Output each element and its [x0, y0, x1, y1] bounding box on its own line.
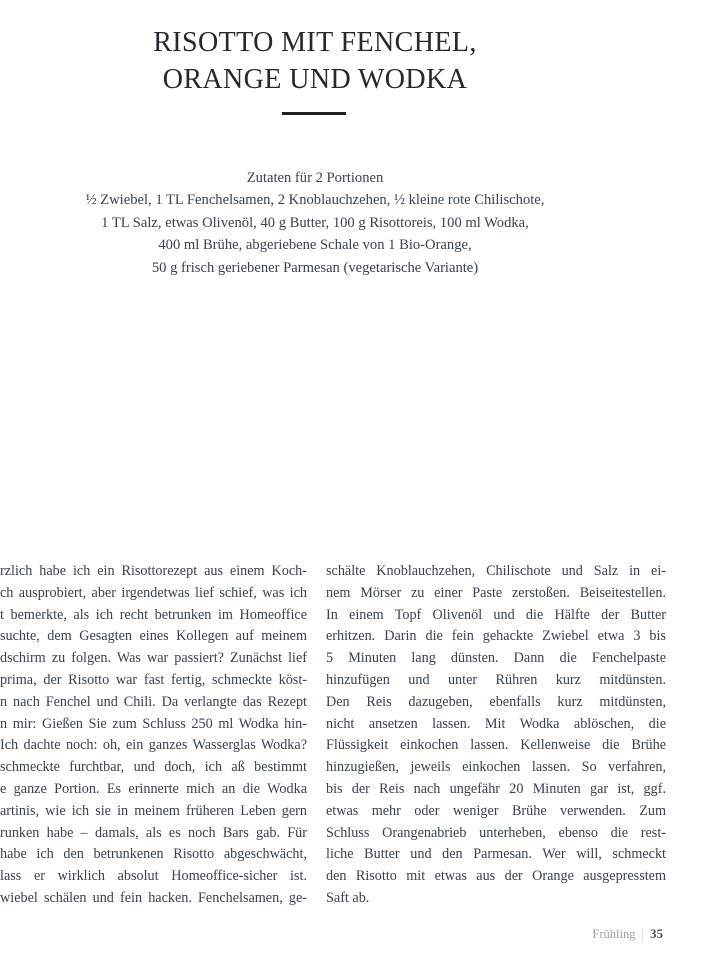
ingredients-section: [0, 167, 667, 279]
footer-separator: |: [641, 927, 644, 941]
text-line: t bemerkte, als ich recht betrunken im Homeoffice: [0, 606, 307, 623]
text-line: Ich dachte noch: oh, ein ganzes Wasserglas Wodka?: [0, 737, 307, 754]
page-title-line-2: ORANGE UND WODKA: [162, 64, 468, 95]
text-line: e ganze Portion. Es erinnerte mich an die Wodka: [0, 780, 307, 797]
body-right-column: [326, 561, 666, 910]
page-title: [0, 24, 667, 98]
text-line: ch ausprobiert, aber irgendetwas lief schief, was ich: [0, 584, 307, 601]
ingredients-header: Zutaten für 2 Portionen: [246, 170, 384, 186]
text-line: n nach Fenchel und Chili. Da verlangte das Rezept: [0, 693, 307, 710]
text-line: wiebel schälen und fein hacken. Fenchelsamen, ge-: [0, 889, 307, 906]
ingredients-lines: [0, 189, 667, 279]
page-title-line-1: RISOTTO MIT FENCHEL,: [153, 27, 477, 58]
text-line: suchte, dem Gesagten eines Kollegen auf meinem: [0, 628, 307, 645]
text-line: nem Mörser zu einer Paste zerstoßen. Beiseitestellen.: [326, 584, 666, 601]
text-line: 5 Minuten lang dünsten. Dann die Fenchelpaste: [326, 650, 666, 667]
text-line: habe ich den betrunkenen Risotto abgeschwächt,: [0, 846, 307, 863]
ingredient-line: 1 TL Salz, etwas Olivenöl, 40 g Butter, 100 g Risottoreis, 100 ml Wodka,: [101, 214, 529, 231]
body-left-column: [0, 561, 307, 910]
text-line: erhitzen. Darin die fein gehackte Zwiebel etwa 3 bis: [326, 628, 666, 645]
text-line: artinis, wie ich sie in meinem früheren Leben gern: [0, 802, 307, 819]
text-line: In einem Topf Olivenöl und die Hälfte der Butter: [326, 606, 666, 623]
text-line: Flüssigkeit einkochen lassen. Kellenweise die Brühe: [326, 737, 666, 754]
ingredient-line: 400 ml Brühe, abgeriebene Schale von 1 Bio-Orange,: [158, 237, 472, 254]
text-line: prima, der Risotto war fast fertig, schmeckte köst-: [0, 671, 307, 688]
text-line: bis der Reis nach ungefähr 20 Minuten gar ist, ggf.: [326, 780, 666, 797]
text-line: n mir: Gießen Sie zum Schluss 250 ml Wodka hin-: [0, 715, 307, 732]
text-line: Schluss Orangenabrieb unterheben, ebenso die rest-: [326, 824, 666, 841]
text-line: etwas mehr oder weniger Brühe verwenden. Zum: [326, 802, 666, 819]
text-line: nicht ansetzen lassen. Mit Wodka ablöschen, die: [326, 715, 666, 732]
footer-season: Frühling: [592, 927, 636, 941]
text-line: dschirm zu folgen. Was war passiert? Zunächst lief: [0, 650, 307, 667]
text-line: schmeckte furchtbar, und doch, ich aß bestimmt: [0, 759, 307, 776]
footer-page-number: 35: [650, 926, 663, 941]
text-line: runken habe – damals, als es noch Bars gab. Für: [0, 824, 307, 841]
text-line: lass er wirklich absolut Homeoffice-sicher ist.: [0, 868, 307, 885]
text-line: hinzugießen, jeweils einkochen lassen. So verfahren,: [326, 759, 666, 776]
text-line: den Risotto mit etwas aus der Orange ausgepresstem: [326, 868, 666, 885]
text-line: hinzufügen und unter Rühren kurz mitdünsten.: [326, 671, 666, 688]
text-line: schälte Knoblauchzehen, Chilischote und Salz in ei-: [326, 563, 666, 579]
text-line: rzlich habe ich ein Risottorezept aus einem Koch-: [0, 563, 307, 579]
text-line: liche Butter und den Parmesan. Wer will, schmeckt: [326, 846, 666, 863]
text-line: Den Reis dazugeben, ebenfalls kurz mitdünsten,: [326, 693, 666, 710]
page-footer: [0, 926, 663, 942]
ingredient-line: ½ Zwiebel, 1 TL Fenchelsamen, 2 Knoblauchzehen, ½ kleine rote Chilischote,: [85, 192, 545, 209]
text-line: Saft ab.: [326, 889, 370, 906]
title-divider-rule: [282, 112, 346, 115]
ingredient-line: 50 g frisch geriebener Parmesan (vegetarische Variante): [151, 259, 479, 276]
